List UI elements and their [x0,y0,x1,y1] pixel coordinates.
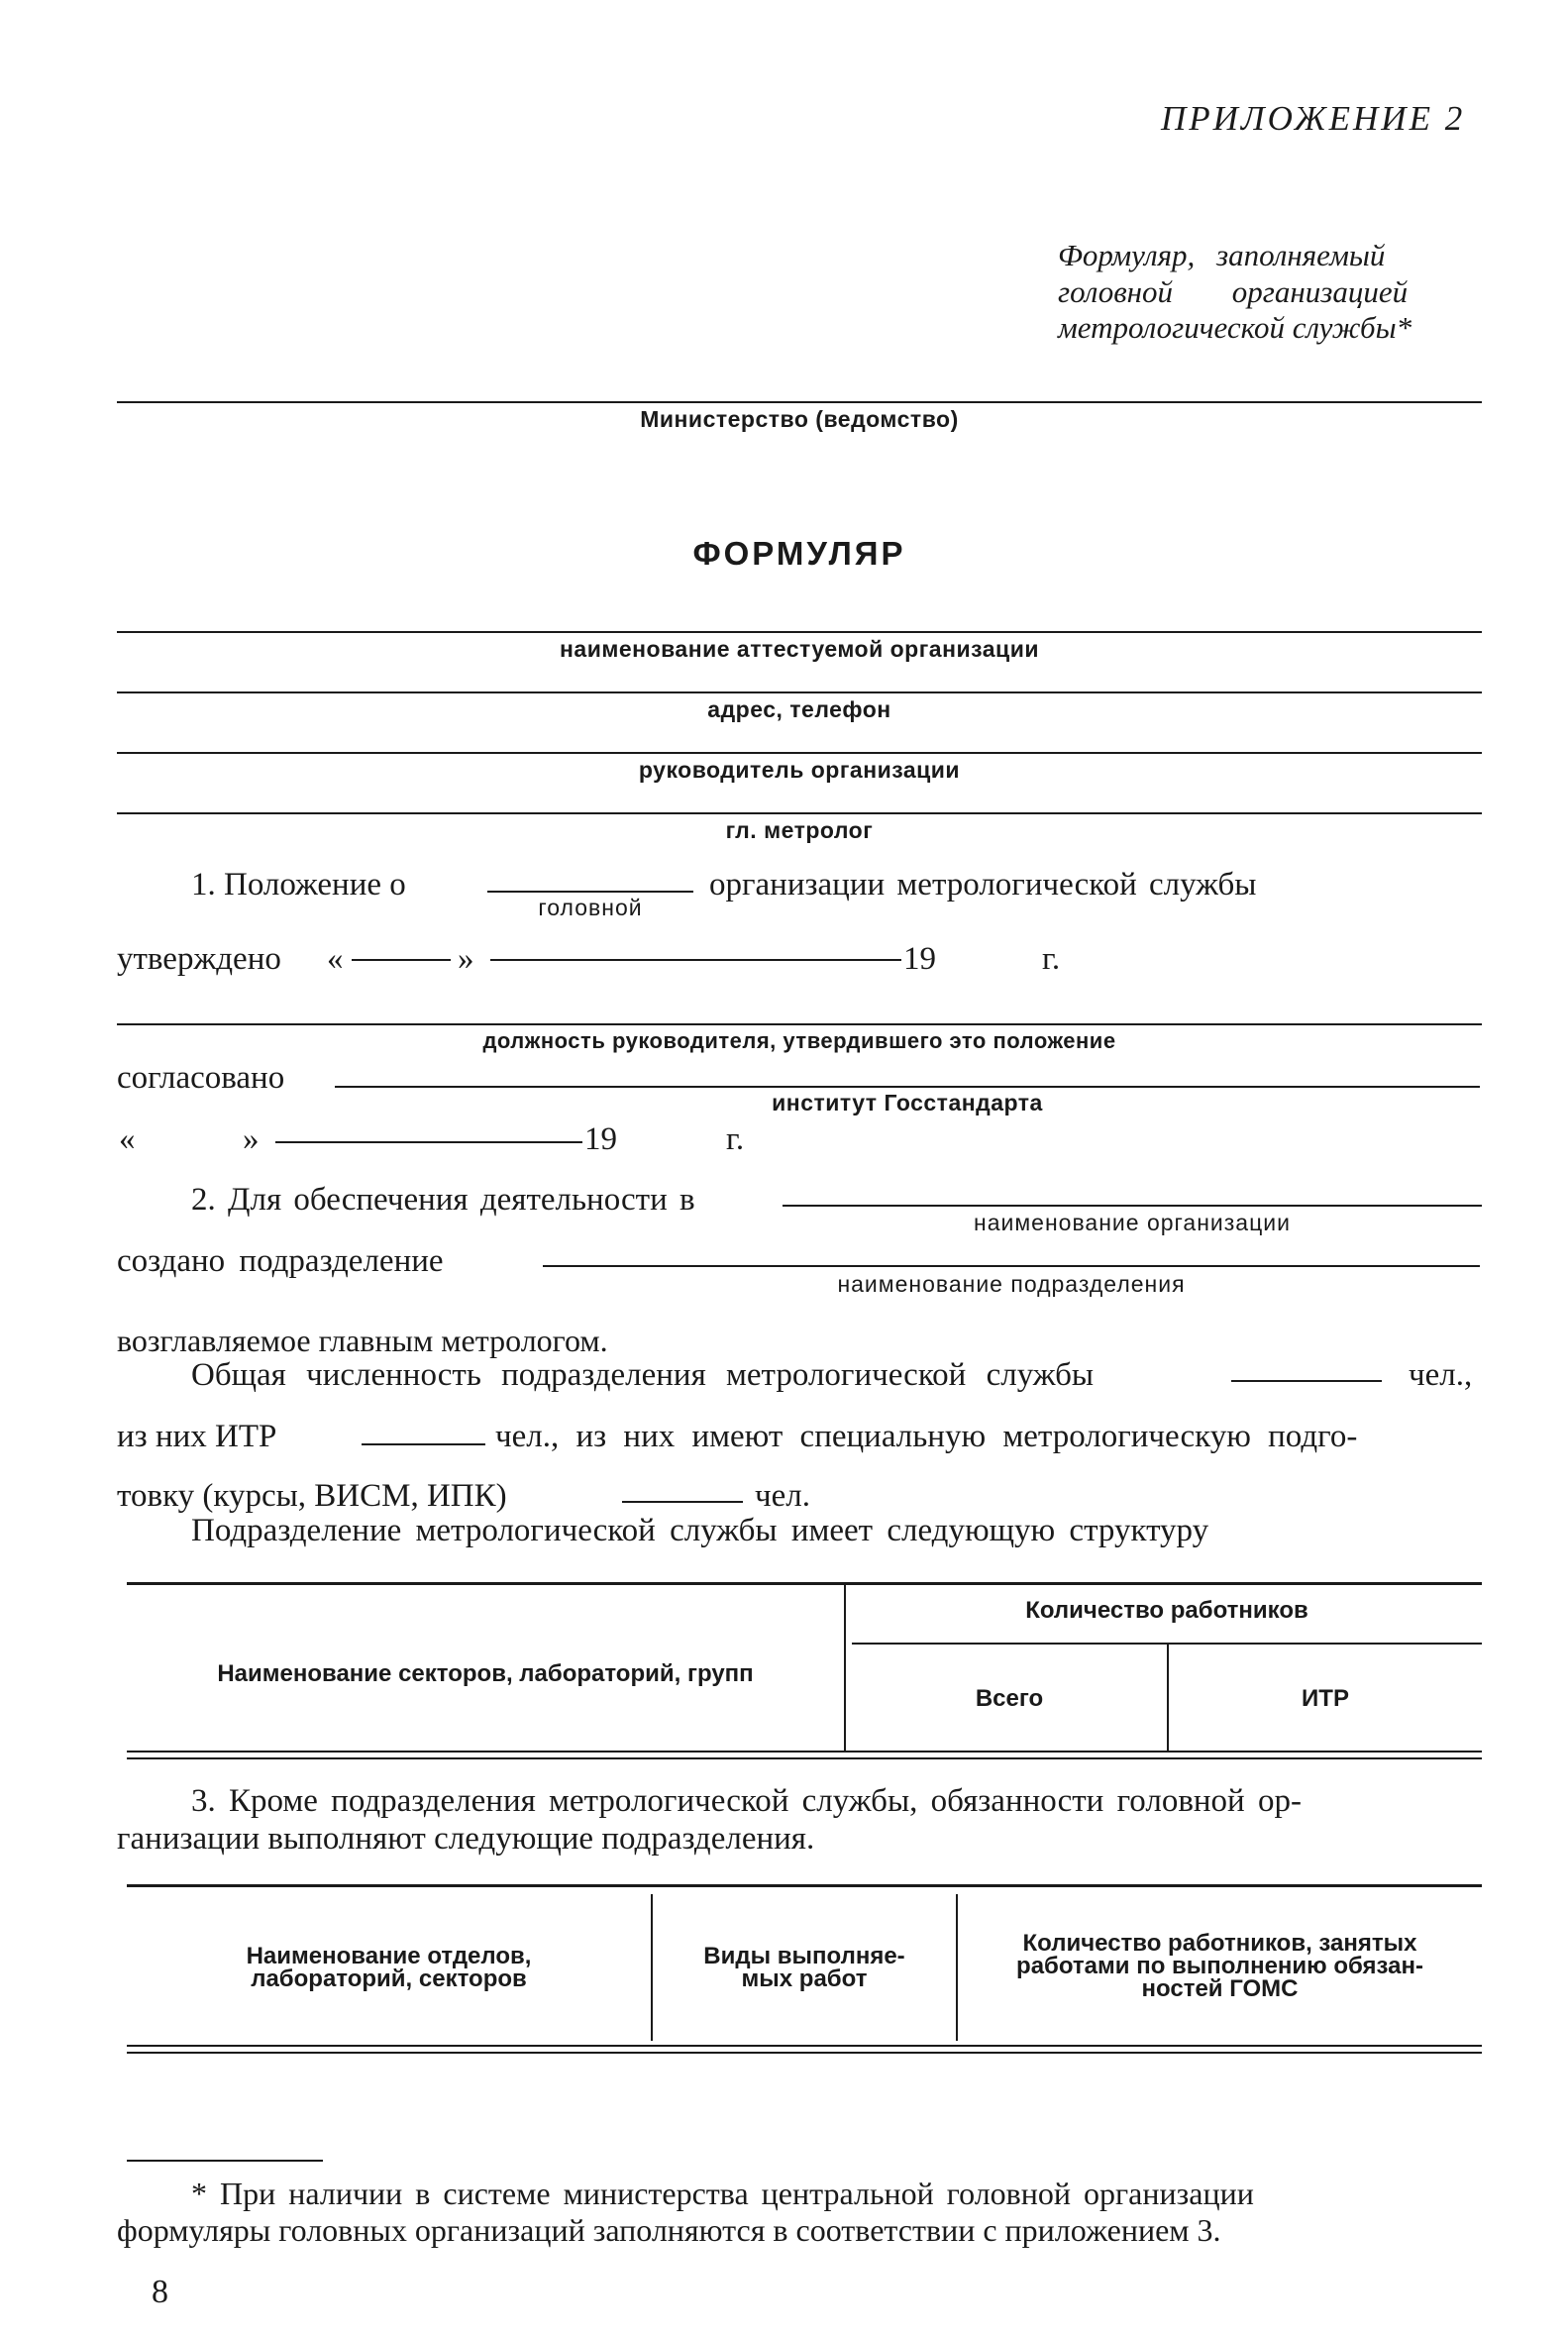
footnote-line2: формуляры головных организаций заполняются в соответствии с приложением 3. [117,2212,1221,2248]
address-caption: адрес, телефон [707,696,891,722]
approved-quote-open: « [327,941,344,977]
structure-line: Подразделение метрологической службы имеет следующую структуру [191,1513,1209,1548]
section3-line2: ганизации выполняют следующие подразделения. [117,1821,815,1857]
total-staff-blank [1231,1380,1382,1382]
position-line [117,1023,1482,1025]
table2-col2-line2: мых работ [741,1965,868,1992]
approved-label: утверждено [117,941,281,977]
section1-line1-end: организации метрологической службы [709,867,1257,903]
division-caption: наименование подразделения [837,1271,1186,1297]
approved-year-suffix: г. [1042,941,1061,977]
approved-year-prefix: 19 [903,941,936,977]
table2-col1-line1: Наименование отделов, [246,1943,532,1969]
section2-org-caption: наименование организации [974,1210,1291,1235]
table1-col-name: Наименование секторов, лабораторий, групп [217,1660,754,1687]
metrologist-line [117,812,1482,814]
footnote-separator [127,2160,323,2162]
address-line [117,691,1482,693]
section3-line1: 3. Кроме подразделения метрологической службы, обязанности головной ор- [191,1783,1302,1819]
head-org-blank [487,891,693,893]
footnote-line1: * При наличии в системе министерства центральной головной организации [191,2176,1254,2211]
form-title: ФОРМУЛЯР [692,535,906,572]
division-blank [543,1265,1480,1267]
section2-line1: 2. Для обеспечения деятельности в [191,1182,695,1218]
org-name-caption: наименование аттестуемой организации [560,636,1039,662]
table1-divider-1 [844,1582,846,1753]
section1-line1-start: 1. Положение о [191,867,406,903]
ministry-caption: Министерство (ведомство) [640,406,959,432]
ministry-line [117,401,1482,403]
table2-bottom-border-1 [127,2045,1482,2047]
form-note-line-2: головной организацией [1058,274,1409,309]
table1-bottom-border-2 [127,1757,1482,1759]
table1-group-header: Количество работников [1025,1597,1308,1624]
page-number: 8 [152,2274,168,2310]
itr-text: чел., из них имеют специальную метрологическую подго- [495,1419,1358,1454]
agreed-month-blank [275,1141,582,1143]
form-note-line-3: метрологической службы* [1058,310,1412,345]
approved-quote-close: » [458,941,474,977]
agreed-label: согласовано [117,1060,285,1096]
table2-bottom-border-2 [127,2052,1482,2054]
table2-col1-line2: лабораторий, секторов [251,1965,527,1992]
training-blank [622,1501,743,1503]
training-text: товку (курсы, ВИСМ, ИПК) [117,1478,507,1514]
training-persons: чел. [755,1478,810,1514]
agreed-year-suffix: г. [726,1121,745,1157]
position-caption: должность руководителя, утвердившего это положение [482,1028,1116,1053]
head-caption: руководитель организации [638,757,961,783]
table2-col3-line2: работами по выполнению обязан- [1016,1953,1423,1979]
table2-col3-line3: ностей ГОМС [1141,1975,1299,2002]
itr-start: из них ИТР [117,1419,277,1454]
head-org-caption: головной [538,895,643,920]
org-name-line [117,631,1482,633]
table1-top-border [127,1582,1482,1585]
institute-caption: институт Госстандарта [772,1090,1043,1115]
table1-col-itr: ИТР [1302,1685,1349,1712]
table2-top-border [127,1884,1482,1887]
agreed-year-prefix: 19 [584,1121,617,1157]
section2-org-blank [783,1205,1482,1207]
total-staff-text: Общая численность подразделения метрологической службы [191,1357,1095,1393]
agreed-quote-open: « [119,1121,136,1157]
approved-day-blank [352,959,451,961]
table2-col3-line1: Количество работников, занятых [1022,1930,1417,1957]
table1-col-total: Всего [975,1685,1044,1712]
institute-line [335,1086,1480,1088]
metrologist-caption: гл. метролог [725,817,874,843]
headed-by-text: возглавляемое главным метрологом. [117,1323,608,1358]
table2-col2-line1: Виды выполняе- [703,1943,905,1969]
table1-bottom-border-1 [127,1751,1482,1753]
form-note-line-1: Формуляр, заполняемый [1058,238,1386,272]
agreed-quote-close: » [243,1121,260,1157]
approved-month-blank [490,959,901,961]
created-label: создано подразделение [117,1243,444,1279]
appendix-label: ПРИЛОЖЕНИЕ 2 [1161,99,1466,138]
total-staff-persons: чел., [1409,1357,1473,1393]
itr-blank [362,1443,485,1445]
head-line [117,752,1482,754]
